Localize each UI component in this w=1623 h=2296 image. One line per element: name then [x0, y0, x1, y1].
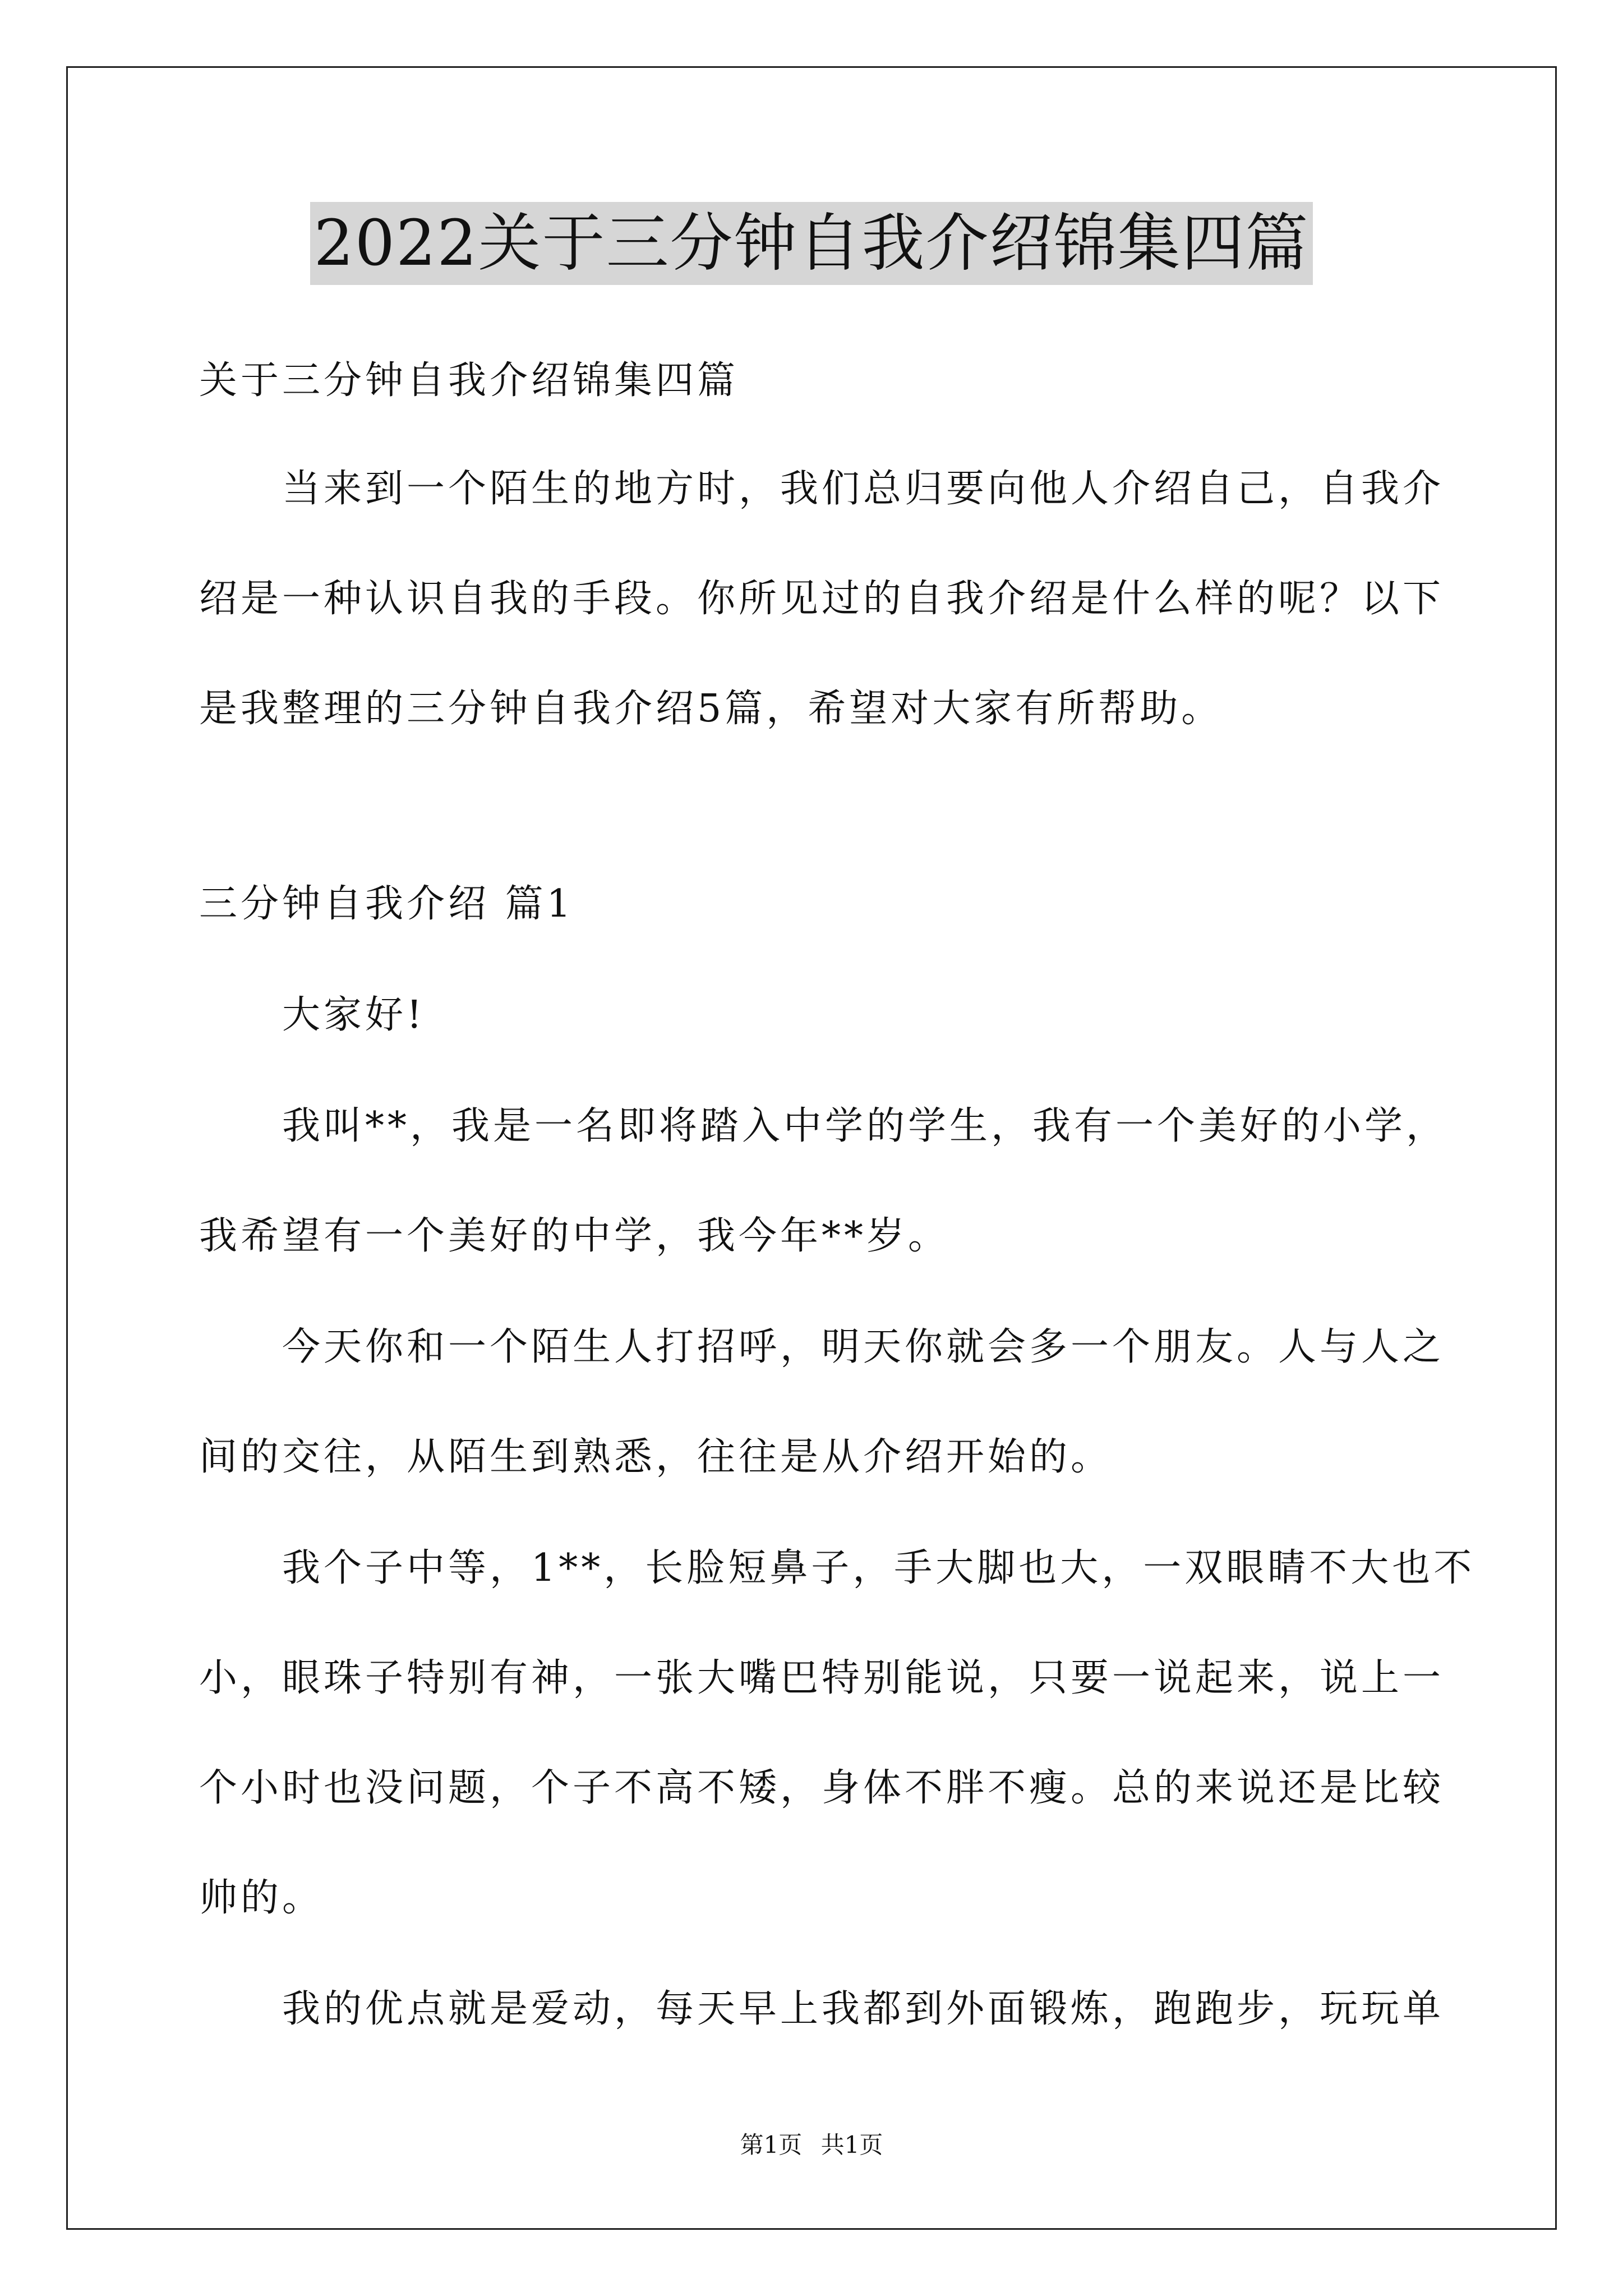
page-total: 共1页: [820, 2131, 883, 2159]
paragraph-1: [199, 1099, 1448, 1264]
paragraph-line: 我叫**，我是一名即将踏入中学的学生，我有一个美好的小学，: [282, 1104, 1448, 1148]
intro-paragraph: [199, 462, 1445, 737]
paragraph-line: 今天你和一个陌生人打招呼，明天你就会多一个朋友。人与人之: [282, 1325, 1445, 1369]
paragraph-3: [199, 1541, 1476, 1926]
intro-line: 是我整理的三分钟自我介绍5篇，希望对大家有所帮助。: [199, 687, 1223, 731]
paragraph-line: 我个子中等，1**，长脸短鼻子，手大脚也大，一双眼睛不大也不: [282, 1546, 1476, 1590]
page-footer: [0, 2131, 1623, 2160]
document-title: 2022关于三分钟自我介绍锦集四篇: [310, 202, 1312, 285]
section-heading: 三分钟自我介绍 篇1: [199, 882, 574, 926]
paragraph-line: 我的优点就是爱动，每天早上我都到外面锻炼，跑跑步，玩玩单: [282, 1987, 1445, 2031]
paragraph-line: 间的交往，从陌生到熟悉，往往是从介绍开始的。: [199, 1435, 1113, 1479]
paragraph-line: 小，眼珠子特别有神，一张大嘴巴特别能说，只要一说起来，说上一: [199, 1656, 1445, 1700]
greeting-line: 大家好!: [282, 993, 426, 1037]
document-body: [199, 337, 1476, 2037]
title-wrap: [0, 202, 1623, 285]
paragraph-line: 个小时也没问题，个子不高不矮，身体不胖不瘦。总的来说还是比较: [199, 1766, 1445, 1810]
paragraph-2: [199, 1320, 1445, 1485]
paragraph-4: [199, 1982, 1445, 2037]
intro-line: 当来到一个陌生的地方时，我们总归要向他人介绍自己，自我介: [282, 467, 1445, 511]
intro-line: 绍是一种认识自我的手段。你所见过的自我介绍是什么样的呢？以下: [199, 577, 1445, 621]
paragraph-line: 帅的。: [199, 1876, 324, 1920]
paragraph-line: 我希望有一个美好的中学，我今年**岁。: [199, 1214, 950, 1258]
page-number: 第1页: [740, 2131, 803, 2159]
greeting-paragraph: [199, 988, 1430, 1043]
document-subtitle: 关于三分钟自我介绍锦集四篇: [199, 358, 739, 403]
